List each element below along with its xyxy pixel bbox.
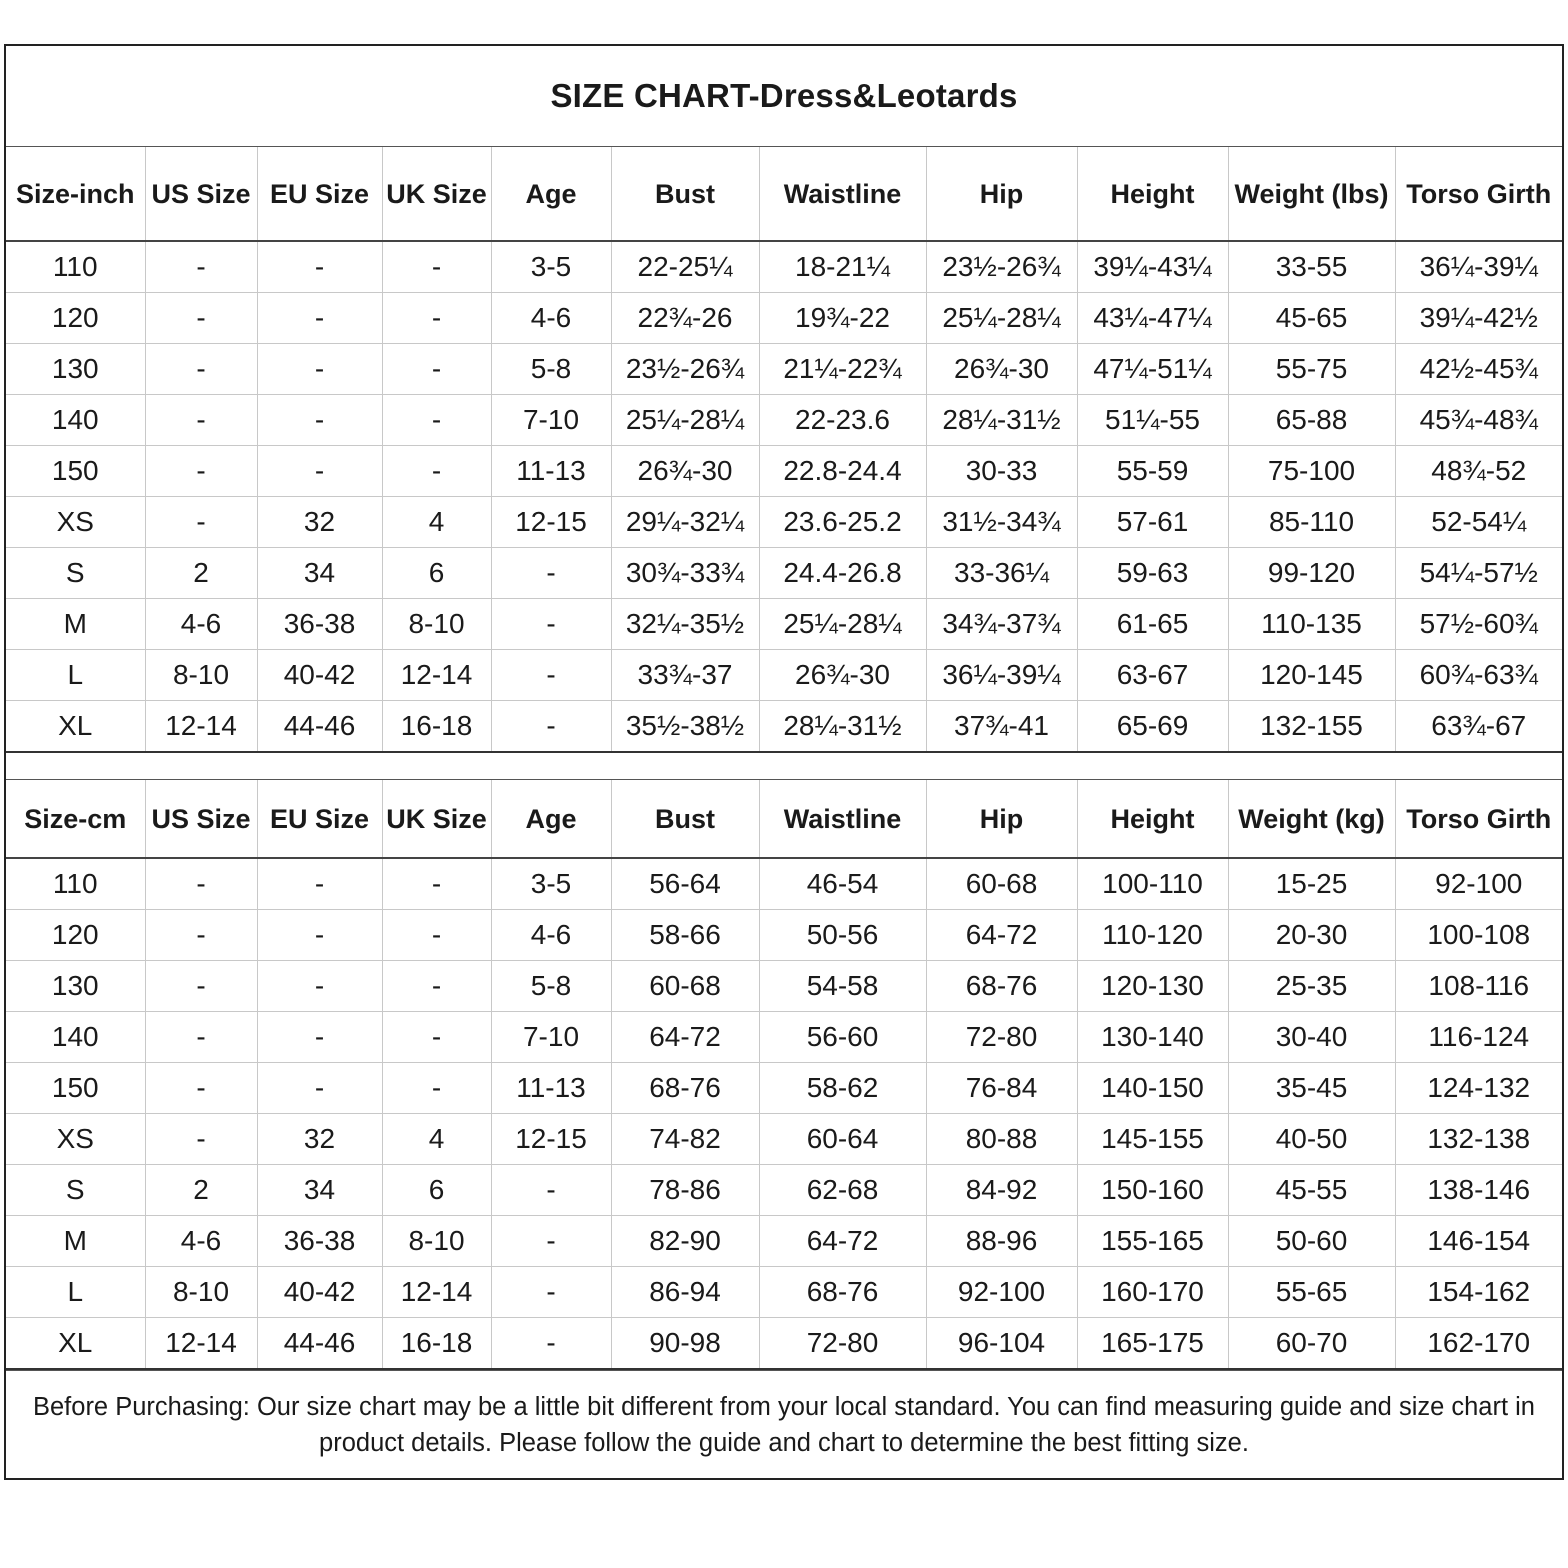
table-cell: - (491, 548, 611, 599)
table-cell: - (145, 910, 257, 961)
table-cell: 64-72 (759, 1216, 926, 1267)
table-cell: 120-130 (1077, 961, 1228, 1012)
table-row (6, 1012, 1562, 1063)
column-header: UK Size (382, 147, 491, 241)
table-cell: 60-70 (1228, 1318, 1395, 1370)
table-cell: 12-15 (491, 1114, 611, 1165)
table-cell: 34 (257, 1165, 382, 1216)
table-cell: - (257, 1063, 382, 1114)
table-cell: 25-35 (1228, 961, 1395, 1012)
table-cell: 2 (145, 1165, 257, 1216)
table-cell: 154-162 (1395, 1267, 1562, 1318)
column-header: Weight (kg) (1228, 780, 1395, 858)
table-cell: 140-150 (1077, 1063, 1228, 1114)
table-cell: 99-120 (1228, 548, 1395, 599)
table-cell: 47¼-51¼ (1077, 344, 1228, 395)
table-cell: 130-140 (1077, 1012, 1228, 1063)
table-cell: - (145, 497, 257, 548)
table-row (6, 344, 1562, 395)
table-cell: 15-25 (1228, 858, 1395, 910)
size-label-cell: XS (6, 497, 145, 548)
table-cell: 28¼-31½ (926, 395, 1077, 446)
size-table-cm (6, 780, 1562, 1370)
table-cell: 36-38 (257, 599, 382, 650)
table-cell: 25¼-28¼ (611, 395, 759, 446)
table-cell: 80-88 (926, 1114, 1077, 1165)
size-label-cell: XL (6, 1318, 145, 1370)
table-cell: 146-154 (1395, 1216, 1562, 1267)
table-cell: 108-116 (1395, 961, 1562, 1012)
table-cell: 8-10 (382, 599, 491, 650)
table-cell: 82-90 (611, 1216, 759, 1267)
table-cell: 3-5 (491, 241, 611, 293)
table-cell: - (257, 858, 382, 910)
table-cell: 7-10 (491, 395, 611, 446)
table-cell: 4-6 (145, 599, 257, 650)
table-cell: 64-72 (611, 1012, 759, 1063)
table-cell: 62-68 (759, 1165, 926, 1216)
table-cell: 12-15 (491, 497, 611, 548)
table-cell: - (145, 1012, 257, 1063)
table-cell: 63¾-67 (1395, 701, 1562, 753)
table-cell: 165-175 (1077, 1318, 1228, 1370)
table-cell: 16-18 (382, 1318, 491, 1370)
table-cell: 33-36¼ (926, 548, 1077, 599)
size-label-cell: M (6, 599, 145, 650)
table-cell: 54-58 (759, 961, 926, 1012)
table-row (6, 858, 1562, 910)
column-header: US Size (145, 780, 257, 858)
table-cell: 4 (382, 497, 491, 548)
table-cell: - (491, 701, 611, 753)
table-cell: 48¾-52 (1395, 446, 1562, 497)
table-cell: 58-66 (611, 910, 759, 961)
table-cell: - (491, 599, 611, 650)
table-cell: 65-88 (1228, 395, 1395, 446)
size-label-cell: 130 (6, 961, 145, 1012)
table-row (6, 497, 1562, 548)
table-cell: 37¾-41 (926, 701, 1077, 753)
table-cell: 58-62 (759, 1063, 926, 1114)
table-cell: - (257, 446, 382, 497)
table-cell: - (382, 1063, 491, 1114)
size-label-cell: M (6, 1216, 145, 1267)
table-cell: 35½-38½ (611, 701, 759, 753)
table-cell: 40-50 (1228, 1114, 1395, 1165)
table-cell: - (257, 241, 382, 293)
column-header: UK Size (382, 780, 491, 858)
table-cell: 45-65 (1228, 293, 1395, 344)
table-cell: 138-146 (1395, 1165, 1562, 1216)
table-cell: 8-10 (145, 1267, 257, 1318)
table-row (6, 548, 1562, 599)
table-cell: 110-120 (1077, 910, 1228, 961)
column-header: Height (1077, 780, 1228, 858)
table-cell: 56-60 (759, 1012, 926, 1063)
table-cell: 26¾-30 (759, 650, 926, 701)
table-cell: 55-59 (1077, 446, 1228, 497)
table-cell: 26¾-30 (611, 446, 759, 497)
table-cell: 90-98 (611, 1318, 759, 1370)
table-cell: 34¾-37¾ (926, 599, 1077, 650)
table-cell: 4 (382, 1114, 491, 1165)
column-header: Waistline (759, 780, 926, 858)
table-cell: - (145, 858, 257, 910)
table-row (6, 599, 1562, 650)
table-cell: - (491, 1165, 611, 1216)
table-cell: 16-18 (382, 701, 491, 753)
table-cell: 22-23.6 (759, 395, 926, 446)
table-cell: 25¼-28¼ (926, 293, 1077, 344)
table-cell: 2 (145, 548, 257, 599)
table-cell: 68-76 (759, 1267, 926, 1318)
size-label-cell: 140 (6, 1012, 145, 1063)
table-cell: - (382, 241, 491, 293)
table-row (6, 241, 1562, 293)
table-cell: - (382, 293, 491, 344)
table-cell: 33-55 (1228, 241, 1395, 293)
table-cell: - (145, 961, 257, 1012)
table-cell: 160-170 (1077, 1267, 1228, 1318)
table-cell: 100-108 (1395, 910, 1562, 961)
table-row (6, 1216, 1562, 1267)
column-header: Age (491, 147, 611, 241)
table-cell: 44-46 (257, 1318, 382, 1370)
table-cell: 72-80 (759, 1318, 926, 1370)
table-cell: 59-63 (1077, 548, 1228, 599)
table-cell: 78-86 (611, 1165, 759, 1216)
size-label-cell: 110 (6, 241, 145, 293)
table-cell: 63-67 (1077, 650, 1228, 701)
table-cell: 92-100 (1395, 858, 1562, 910)
table-cell: - (257, 293, 382, 344)
table-cell: 84-92 (926, 1165, 1077, 1216)
column-header: EU Size (257, 147, 382, 241)
table-cell: 31½-34¾ (926, 497, 1077, 548)
table-cell: 12-14 (382, 650, 491, 701)
table-cell: 116-124 (1395, 1012, 1562, 1063)
table-cell: 45¾-48¾ (1395, 395, 1562, 446)
size-label-cell: 120 (6, 293, 145, 344)
column-header: Height (1077, 147, 1228, 241)
table-cell: 28¼-31½ (759, 701, 926, 753)
table-cell: 26¾-30 (926, 344, 1077, 395)
table-cell: - (382, 446, 491, 497)
table-row (6, 293, 1562, 344)
table-cell: - (145, 1063, 257, 1114)
table-cell: 57-61 (1077, 497, 1228, 548)
table-cell: 11-13 (491, 1063, 611, 1114)
table-cell: 52-54¼ (1395, 497, 1562, 548)
size-label-cell: L (6, 1267, 145, 1318)
table-row (6, 1318, 1562, 1370)
table-row (6, 1063, 1562, 1114)
table-cell: 54¼-57½ (1395, 548, 1562, 599)
table-cell: 75-100 (1228, 446, 1395, 497)
table-cell: 46-54 (759, 858, 926, 910)
table-cell: 88-96 (926, 1216, 1077, 1267)
table-cell: - (257, 1012, 382, 1063)
size-label-cell: S (6, 1165, 145, 1216)
table-cell: 32 (257, 497, 382, 548)
table-cell: 6 (382, 548, 491, 599)
table-cell: 4-6 (145, 1216, 257, 1267)
table-cell: 68-76 (926, 961, 1077, 1012)
table-row (6, 961, 1562, 1012)
size-label-cell: 110 (6, 858, 145, 910)
table-row (6, 1165, 1562, 1216)
table-cell: 5-8 (491, 961, 611, 1012)
table-cell: 162-170 (1395, 1318, 1562, 1370)
table-cell: - (382, 858, 491, 910)
table-cell: 3-5 (491, 858, 611, 910)
table-cell: 60-68 (611, 961, 759, 1012)
table-cell: - (257, 961, 382, 1012)
table-cell: 68-76 (611, 1063, 759, 1114)
table-cell: - (145, 395, 257, 446)
column-header: Torso Girth (1395, 780, 1562, 858)
table-cell: - (491, 1216, 611, 1267)
table-cell: - (257, 395, 382, 446)
table-cell: - (257, 910, 382, 961)
size-label-cell: 130 (6, 344, 145, 395)
table-cell: 21¼-22¾ (759, 344, 926, 395)
table-cell: 29¼-32¼ (611, 497, 759, 548)
table-row (6, 910, 1562, 961)
table-cell: - (145, 241, 257, 293)
table-cell: - (145, 1114, 257, 1165)
table-cell: 60¾-63¾ (1395, 650, 1562, 701)
table-cell: 25¼-28¼ (759, 599, 926, 650)
column-header: Waistline (759, 147, 926, 241)
table-cell: 155-165 (1077, 1216, 1228, 1267)
table-cell: 92-100 (926, 1267, 1077, 1318)
table-cell: 7-10 (491, 1012, 611, 1063)
table-cell: 32 (257, 1114, 382, 1165)
table-cell: 57½-60¾ (1395, 599, 1562, 650)
table-cell: - (382, 961, 491, 1012)
table-cell: - (145, 446, 257, 497)
table-cell: 36-38 (257, 1216, 382, 1267)
table-cell: 145-155 (1077, 1114, 1228, 1165)
column-header: Bust (611, 780, 759, 858)
table-cell: 132-138 (1395, 1114, 1562, 1165)
table-cell: 42½-45¾ (1395, 344, 1562, 395)
table-cell: - (491, 650, 611, 701)
table-cell: 61-65 (1077, 599, 1228, 650)
table-cell: 35-45 (1228, 1063, 1395, 1114)
table-cell: 44-46 (257, 701, 382, 753)
table-cell: - (382, 395, 491, 446)
column-header: Size-cm (6, 780, 145, 858)
table-cell: 72-80 (926, 1012, 1077, 1063)
table-cell: 30-33 (926, 446, 1077, 497)
table-cell: 11-13 (491, 446, 611, 497)
table-cell: 60-68 (926, 858, 1077, 910)
table-divider (6, 753, 1562, 780)
table-cell: 40-42 (257, 1267, 382, 1318)
table-cell: 55-75 (1228, 344, 1395, 395)
table-cell: 20-30 (1228, 910, 1395, 961)
table-row (6, 650, 1562, 701)
table-cell: 100-110 (1077, 858, 1228, 910)
chart-title: SIZE CHART-Dress&Leotards (6, 46, 1562, 147)
table-row (6, 395, 1562, 446)
table-cell: 45-55 (1228, 1165, 1395, 1216)
table-header-row (6, 147, 1562, 241)
table-cell: 34 (257, 548, 382, 599)
table-row (6, 446, 1562, 497)
table-header-row (6, 780, 1562, 858)
column-header: Bust (611, 147, 759, 241)
table-cell: 22-25¼ (611, 241, 759, 293)
table-cell: 32¼-35½ (611, 599, 759, 650)
table-cell: 56-64 (611, 858, 759, 910)
table-cell: 43¼-47¼ (1077, 293, 1228, 344)
table-cell: 24.4-26.8 (759, 548, 926, 599)
table-cell: - (491, 1267, 611, 1318)
column-header: Hip (926, 147, 1077, 241)
table-cell: 85-110 (1228, 497, 1395, 548)
table-cell: 12-14 (145, 701, 257, 753)
table-cell: - (491, 1318, 611, 1370)
table-cell: 30-40 (1228, 1012, 1395, 1063)
table-cell: 23.6-25.2 (759, 497, 926, 548)
table-cell: 51¼-55 (1077, 395, 1228, 446)
table-cell: 39¼-43¼ (1077, 241, 1228, 293)
table-cell: 36¼-39¼ (926, 650, 1077, 701)
size-label-cell: 150 (6, 446, 145, 497)
table-cell: 76-84 (926, 1063, 1077, 1114)
table-cell: 96-104 (926, 1318, 1077, 1370)
table-cell: 8-10 (145, 650, 257, 701)
table-cell: - (257, 344, 382, 395)
table-cell: 86-94 (611, 1267, 759, 1318)
table-cell: 22¾-26 (611, 293, 759, 344)
table-cell: 23½-26¾ (611, 344, 759, 395)
table-cell: 124-132 (1395, 1063, 1562, 1114)
table-cell: - (382, 344, 491, 395)
table-cell: 6 (382, 1165, 491, 1216)
size-label-cell: L (6, 650, 145, 701)
table-cell: 50-60 (1228, 1216, 1395, 1267)
table-row (6, 1267, 1562, 1318)
table-cell: - (145, 344, 257, 395)
table-cell: 12-14 (145, 1318, 257, 1370)
table-cell: 22.8-24.4 (759, 446, 926, 497)
size-chart (4, 44, 1564, 1480)
column-header: Size-inch (6, 147, 145, 241)
table-cell: 36¼-39¼ (1395, 241, 1562, 293)
column-header: EU Size (257, 780, 382, 858)
purchase-note: Before Purchasing: Our size chart may be a little bit different from your local standard. You can find measuring guide and size chart in product details. Please follow the guide and chart to determine the best fitting size. (6, 1370, 1562, 1478)
column-header: Torso Girth (1395, 147, 1562, 241)
table-cell: 4-6 (491, 910, 611, 961)
table-cell: 60-64 (759, 1114, 926, 1165)
table-cell: 55-65 (1228, 1267, 1395, 1318)
table-cell: 8-10 (382, 1216, 491, 1267)
table-row (6, 1114, 1562, 1165)
table-cell: 33¾-37 (611, 650, 759, 701)
table-cell: 64-72 (926, 910, 1077, 961)
table-cell: 39¼-42½ (1395, 293, 1562, 344)
size-table-inch (6, 147, 1562, 753)
table-cell: 110-135 (1228, 599, 1395, 650)
table-cell: 18-21¼ (759, 241, 926, 293)
table-cell: 120-145 (1228, 650, 1395, 701)
table-cell: - (145, 293, 257, 344)
size-label-cell: XS (6, 1114, 145, 1165)
size-label-cell: 140 (6, 395, 145, 446)
table-cell: 150-160 (1077, 1165, 1228, 1216)
table-cell: 19¾-22 (759, 293, 926, 344)
table-cell: 132-155 (1228, 701, 1395, 753)
table-cell: 30¾-33¾ (611, 548, 759, 599)
table-cell: 4-6 (491, 293, 611, 344)
column-header: Weight (lbs) (1228, 147, 1395, 241)
table-cell: 50-56 (759, 910, 926, 961)
table-cell: - (382, 910, 491, 961)
size-label-cell: S (6, 548, 145, 599)
table-cell: 74-82 (611, 1114, 759, 1165)
table-cell: 5-8 (491, 344, 611, 395)
table-cell: 23½-26¾ (926, 241, 1077, 293)
table-cell: 65-69 (1077, 701, 1228, 753)
table-cell: - (382, 1012, 491, 1063)
column-header: Age (491, 780, 611, 858)
size-label-cell: 120 (6, 910, 145, 961)
column-header: Hip (926, 780, 1077, 858)
size-label-cell: 150 (6, 1063, 145, 1114)
table-row (6, 701, 1562, 753)
column-header: US Size (145, 147, 257, 241)
table-cell: 12-14 (382, 1267, 491, 1318)
table-cell: 40-42 (257, 650, 382, 701)
size-label-cell: XL (6, 701, 145, 753)
